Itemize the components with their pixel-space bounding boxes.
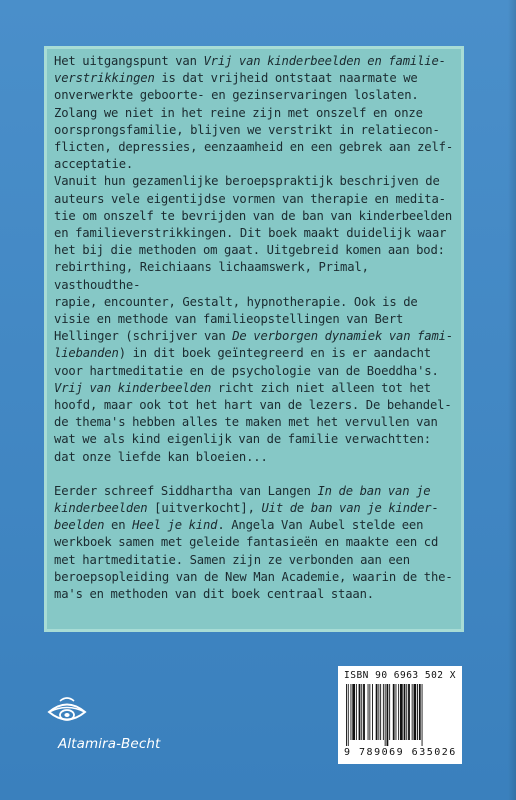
spine-shadow: [508, 0, 516, 800]
barcode-bar: [380, 684, 381, 740]
barcode-bar: [422, 684, 423, 746]
barcode-bar: [369, 684, 370, 740]
barcode-bar: [404, 684, 406, 740]
barcode-bar: [408, 684, 410, 740]
barcode-bar: [352, 684, 355, 740]
barcode-bar: [393, 684, 395, 740]
barcode-bar: [389, 684, 390, 740]
barcode-bar: [359, 684, 361, 740]
blurb-text: . Angela Van Aubel stelde een werkboek samen met geleide fantasieën en maakte een cd met hartmeditatie. Samen zijn ze verbonden aan een beroepsopleiding van de New Man Academie, waarin de the- ma's en methoden van dit boek centraal staan.: [54, 518, 453, 602]
barcode-bar: [383, 684, 384, 740]
barcode-bar: [368, 684, 369, 740]
blurb-text: richt zich niet alleen tot het hoofd, maar ook tot het hart van de lezers. De behandel- de thema's hebben alles te maken met het vervullen van wat we als kind eigenlijk van de familie verwachtten: dat onze liefde kan bloeien...: [54, 380, 452, 464]
barcode-bar: [372, 684, 373, 740]
publisher-name: Altamira-Becht: [58, 736, 161, 752]
blurb-paragraph-2: [54, 483, 455, 603]
barcode-bar: [378, 684, 379, 740]
blurb-text: [uitverkocht],: [147, 501, 262, 516]
barcode-bar: [385, 684, 386, 746]
barcode-bar: [348, 684, 349, 746]
barcode-bar: [346, 684, 347, 746]
blurb-paragraph-1: [54, 53, 455, 466]
barcode-bars: [344, 684, 456, 746]
blurb-text: Eerder schreef Siddhartha van Langen: [54, 483, 318, 498]
barcode-bar: [398, 684, 399, 740]
barcode-bar: [396, 684, 397, 740]
isbn-label: ISBN 90 6963 502 X: [344, 670, 456, 681]
isbn-barcode: [338, 666, 462, 764]
barcode-bar: [412, 684, 413, 740]
barcode-bar: [376, 684, 378, 740]
book-title-italic: Heel je kind: [132, 518, 218, 533]
book-title-italic: Uit de ban van je kinder- beelden: [54, 501, 439, 533]
book-title-italic: Vrij van kinderbeelden: [54, 380, 212, 395]
barcode-bar: [419, 684, 421, 740]
blurb-text: en: [104, 518, 133, 533]
blurb-text: is dat vrijheid ontstaat naarmate we onverwerkte geboorte- en gezinservaringen loslaten. Zolang we niet in het reine zijn met onszelf en onze oorsprongsfamilie, blijven we verstrikt in relatiecon- flicten, depressies, eenzaamheid en een gebrek aan zelf- acceptatie. Vanuit hun gezamenlijke beroepspraktijk beschrijven de auteurs vele eigentijdse vormen van therapie en medita- tie om onszelf te bevrijden van de ban van kinderbeelden en familieverstrikkingen. Dit boek maakt duidelijk waar het bij die methoden om gaat. Uitgebreid komen aan bod: rebirthing, Reichiaans lichaamswerk, Primal, vasthoudthe- rapie, encounter, Gestalt, hypnotherapie. Ook is de visie en methode van familieopstellingen van Bert Hellinger (schrijver van: [54, 71, 453, 344]
barcode-bar: [406, 684, 407, 740]
book-title-italic: In de ban van je kinderbeelden: [54, 483, 431, 516]
barcode-bar: [417, 684, 418, 740]
barcode-bar: [363, 684, 365, 740]
blurb-panel: [44, 46, 464, 632]
barcode-bar: [356, 684, 357, 740]
altamira-eye-logo-icon: [46, 693, 88, 731]
ean-number: 9 789069 635026: [344, 747, 457, 758]
blurb-text: ) in dit boek geïntegreerd en is er aandacht voor hartmeditatie en de psychologie van de Boeddha's.: [54, 346, 439, 378]
barcode-bar: [361, 684, 362, 740]
barcode-bar: [387, 684, 389, 746]
barcode-bar: [351, 684, 352, 740]
barcode-bar: [400, 684, 403, 740]
book-title-italic: Vrij van kinderbeelden en familie- verstrikkingen: [54, 54, 446, 86]
blurb-text: Het uitgangspunt van: [54, 54, 204, 68]
book-title-italic: De verborgen dynamiek van fami- liebanden: [54, 329, 453, 361]
barcode-bar: [414, 684, 417, 740]
